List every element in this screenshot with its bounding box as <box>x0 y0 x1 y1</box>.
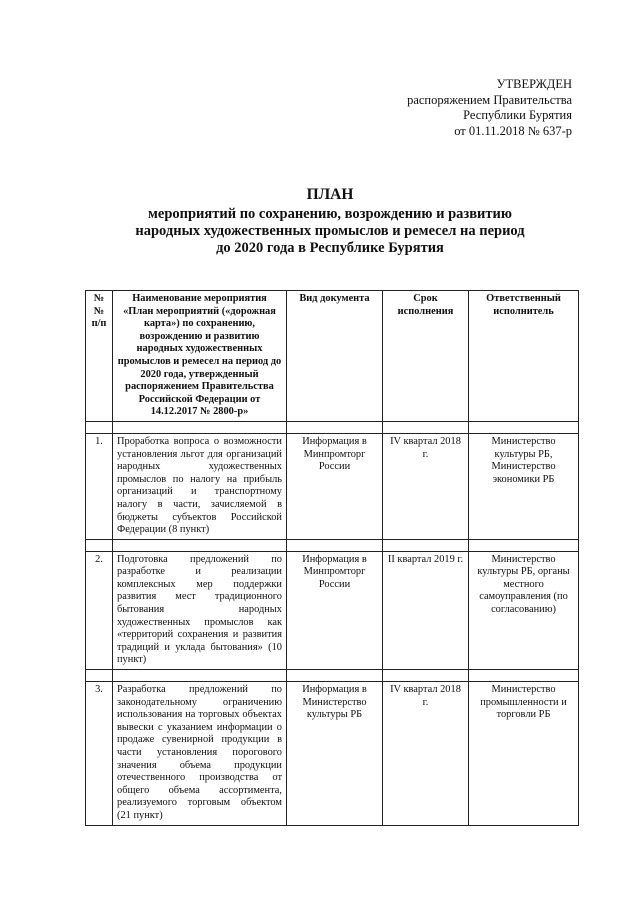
title-line-1: мероприятий по сохранению, возрождению и развитию <box>148 206 512 222</box>
header-responsible: Ответственный исполнитель <box>469 291 579 422</box>
row-responsible: Министерство промышленности и торговли РБ <box>469 682 579 826</box>
header-deadline: Срок исполнения <box>383 291 469 422</box>
table-row <box>86 682 579 826</box>
row-name: Разработка предложений по законодательному ограничению использования на торговых объектах вывески с указанием информации о продаже сувенирной продукции в части установления порогового значения объема продукции отечественного производства от общего объема ассортимента, реализуемого торговым объектом (21 пункт) <box>113 682 287 826</box>
approval-line-3: Республики Бурятия <box>463 108 572 122</box>
table-spacer-row <box>86 539 579 551</box>
row-num: 1. <box>86 433 113 539</box>
row-deadline: IV квартал 2018 г. <box>383 682 469 826</box>
row-num: 2. <box>86 551 113 669</box>
row-doc: Информация в Министерство культуры РБ <box>287 682 383 826</box>
table-spacer-row <box>86 421 579 433</box>
approval-line-4: от 01.11.2018 № 637-р <box>454 123 572 138</box>
table-row <box>86 433 579 539</box>
document-title <box>80 186 580 257</box>
row-responsible: Министерство культуры РБ, Министерство экономики РБ <box>469 433 579 539</box>
title-line-3: до 2020 года в Республике Бурятия <box>216 240 444 256</box>
header-doc: Вид документа <box>287 291 383 422</box>
row-deadline: IV квартал 2018 г. <box>383 433 469 539</box>
header-num: №№ п/п <box>86 291 113 422</box>
plan-table <box>85 290 579 826</box>
table-header-row <box>86 291 579 422</box>
row-name: Проработка вопроса о возможности установления льгот для организаций народных художественных промыслов по налогу на прибыль организаций и транспортному налогу в части, зачисляемой в бюджеты субъектов Российской Федерации (8 пункт) <box>113 433 287 539</box>
approval-line-1: УТВЕРЖДЕН <box>496 77 572 91</box>
row-responsible: Министерство культуры РБ, органы местного самоуправления (по согласованию) <box>469 551 579 669</box>
row-deadline: II квартал 2019 г. <box>383 551 469 669</box>
table-spacer-row <box>86 670 579 682</box>
table-row <box>86 551 579 669</box>
title-head: ПЛАН <box>306 186 354 203</box>
row-doc: Информация в Минпромторг России <box>287 433 383 539</box>
approval-stamp <box>312 77 572 139</box>
row-doc: Информация в Минпромторг России <box>287 551 383 669</box>
title-line-2: народных художественных промыслов и ремесел на период <box>135 223 525 239</box>
header-name: Наименование мероприятия «План мероприятий («дорожная карта») по сохранению, возрождению и развитию народных художественных промыслов и ремесел на период до 2020 года, утвержденный распоряжением Правительства Российской Федерации от 14.12.2017 № 2800-р» <box>113 291 287 422</box>
approval-line-2: распоряжением Правительства <box>407 92 572 107</box>
row-name: Подготовка предложений по разработке и реализации комплексных мер поддержки развития мест традиционного бытования народных художественных промыслов как «территорий сохранения и развития традиций и уклада бытования» (10 пункт) <box>113 551 287 669</box>
row-num: 3. <box>86 682 113 826</box>
